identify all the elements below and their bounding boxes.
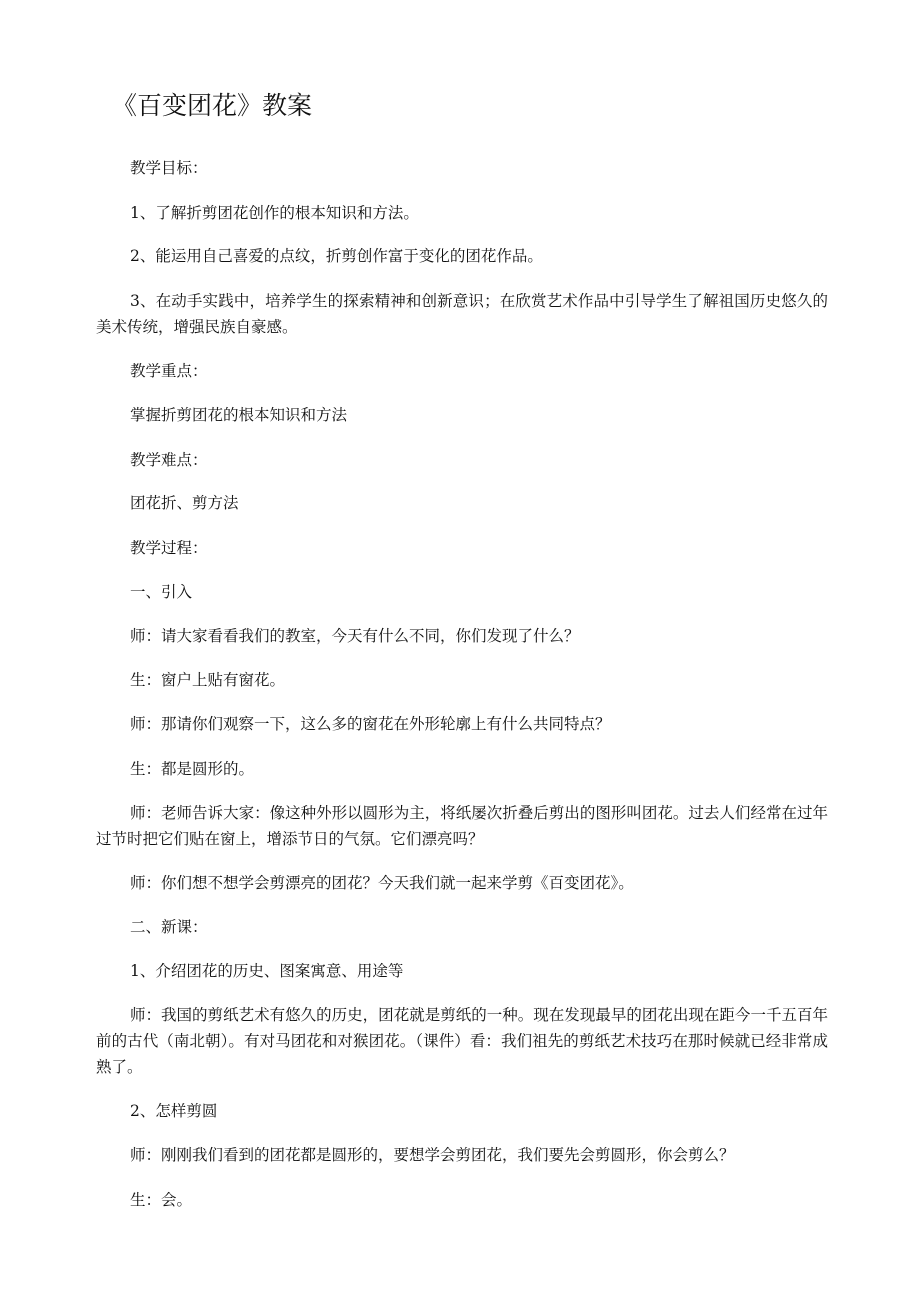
difficulties-text: 团花折、剪方法 (130, 494, 239, 512)
dialogue-line: 师：刚刚我们看到的团花都是圆形的，要想学会剪团花，我们要先会剪圆形，你会剪么？ (130, 1146, 735, 1164)
dialogue-line: 师：你们想不想学会剪漂亮的团花？今天我们就一起来学剪《百变团花》。 (130, 874, 634, 892)
subsection-new-lesson: 二、新课： (130, 918, 208, 936)
step-heading: 1、介绍团花的历史、图案寓意、用途等 (130, 962, 404, 980)
dialogue-line: 师：我国的剪纸艺术有悠久的历史，团花就是剪纸的一种。现在发现最早的团花出现在距今一千五百年前的古代（南北朝）。有对马团花和对猴团花。（课件）看：我们祖先的剪纸艺术技巧在那时候就已经非常成熟了。 (96, 1006, 828, 1076)
objective-2: 2、能运用自己喜爱的点纹，折剪创作富于变化的团花作品。 (130, 247, 543, 265)
objective-3: 3、在动手实践中，培养学生的探索精神和创新意识；在欣赏艺术作品中引导学生了解祖国历史悠久的美术传统，增强民族自豪感。 (96, 292, 828, 336)
dialogue-line: 生：都是圆形的。 (130, 760, 255, 778)
objective-1: 1、了解折剪团花创作的根本知识和方法。 (130, 204, 419, 222)
key-points-text: 掌握折剪团花的根本知识和方法 (130, 406, 348, 424)
section-label-difficulties: 教学难点： (130, 451, 208, 469)
dialogue-line: 师：请大家看看我们的教室，今天有什么不同，你们发现了什么？ (130, 627, 580, 645)
dialogue-line: 师：老师告诉大家：像这种外形以圆形为主，将纸屡次折叠后剪出的图形叫团花。过去人们经常在过年过节时把它们贴在窗上，增添节日的气氛。它们漂亮吗？ (96, 804, 828, 848)
dialogue-line: 生：窗户上贴有窗花。 (130, 671, 286, 689)
document-title: 《百变团花》教案 (112, 91, 313, 120)
step-heading: 2、怎样剪圆 (130, 1102, 218, 1120)
dialogue-line: 师：那请你们观察一下，这么多的窗花在外形轮廓上有什么共同特点？ (130, 715, 611, 733)
section-label-objectives: 教学目标： (130, 159, 208, 177)
section-label-key-points: 教学重点： (130, 362, 208, 380)
section-label-process: 教学过程： (130, 539, 208, 557)
dialogue-line: 生：会。 (130, 1191, 193, 1209)
subsection-introduction: 一、引入 (130, 583, 193, 601)
